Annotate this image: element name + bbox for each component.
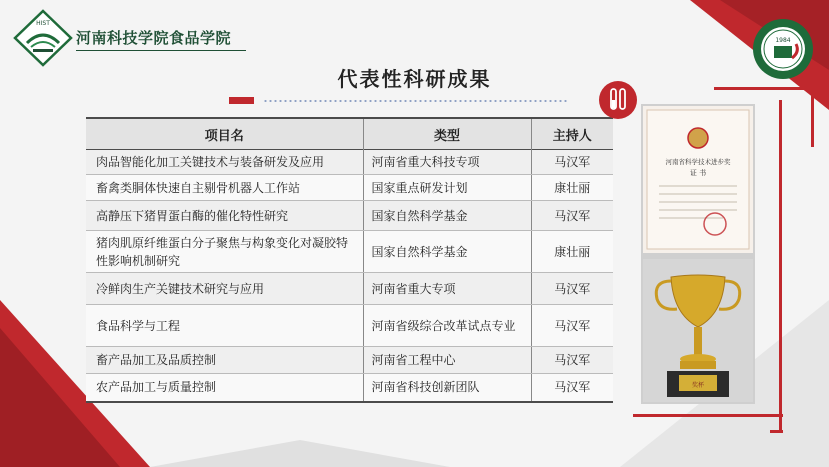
header-project-name: 项目名 [86,118,363,150]
table-row [86,175,613,201]
trophy-image [643,259,753,402]
seal-year: 1984 [775,37,791,44]
research-results-table [86,117,613,403]
table-row [86,374,613,402]
page-title: 代表性科研成果 [337,67,492,91]
project-name: 冷鲜肉生产关键技术研究与应用 [86,273,363,305]
header-divider [76,50,246,51]
test-tube-icon [598,80,638,120]
project-host: 马汉军 [531,374,613,402]
logo-text: HIST [36,20,50,27]
project-type: 河南省重大专项 [363,273,531,305]
project-type: 国家自然科学基金 [363,201,531,231]
table-row [86,150,613,175]
trophy-plaque-text: 奖杯 [691,382,705,389]
table-row [86,231,613,273]
school-logo-icon [13,9,73,67]
project-name: 肉品智能化加工关键技术与装备研发及应用 [86,150,363,175]
table-header-row [86,118,613,150]
certificate-title: 河南省科学技术进步奖 [665,158,731,166]
project-host: 马汉军 [531,201,613,231]
project-host: 马汉军 [531,273,613,305]
project-name: 畜禽类胴体快速自主剔骨机器人工作站 [86,175,363,201]
project-type: 河南省工程中心 [363,347,531,374]
project-host: 马汉军 [531,347,613,374]
project-type: 河南省重大科技专项 [363,150,531,175]
table-row [86,201,613,231]
project-host: 康壮丽 [531,175,613,201]
table-row [86,305,613,347]
project-name: 高静压下猪胃蛋白酶的催化特性研究 [86,201,363,231]
certificate-illustration [643,106,753,253]
project-host: 马汉军 [531,305,613,347]
project-host: 康壮丽 [531,231,613,273]
decoration-line [714,87,814,90]
project-name: 猪肉肌原纤维蛋白分子聚焦与构象变化对凝胶特性影响机制研究 [86,231,363,273]
title-decoration-bar [229,97,254,104]
table-row [86,347,613,374]
project-type: 国家重点研发计划 [363,175,531,201]
decoration-line [779,100,782,430]
school-name: 河南科技学院食品学院 [76,29,232,47]
project-name: 畜产品加工及品质控制 [86,347,363,374]
header-type: 类型 [363,118,531,150]
decoration-line [770,430,783,433]
project-type: 国家自然科学基金 [363,231,531,273]
trophy-illustration [643,259,753,402]
table-row [86,273,613,305]
title-decoration-dots [263,100,568,102]
project-type: 河南省科技创新团队 [363,374,531,402]
project-host: 马汉军 [531,150,613,175]
project-name: 食品科学与工程 [86,305,363,347]
project-type: 河南省级综合改革试点专业 [363,305,531,347]
project-name: 农产品加工与质量控制 [86,374,363,402]
header-host: 主持人 [531,118,613,150]
certificate-image [643,106,753,253]
certificate-subtitle: 证 书 [689,169,707,177]
decoration-line [811,87,814,147]
decoration-line [633,414,783,417]
